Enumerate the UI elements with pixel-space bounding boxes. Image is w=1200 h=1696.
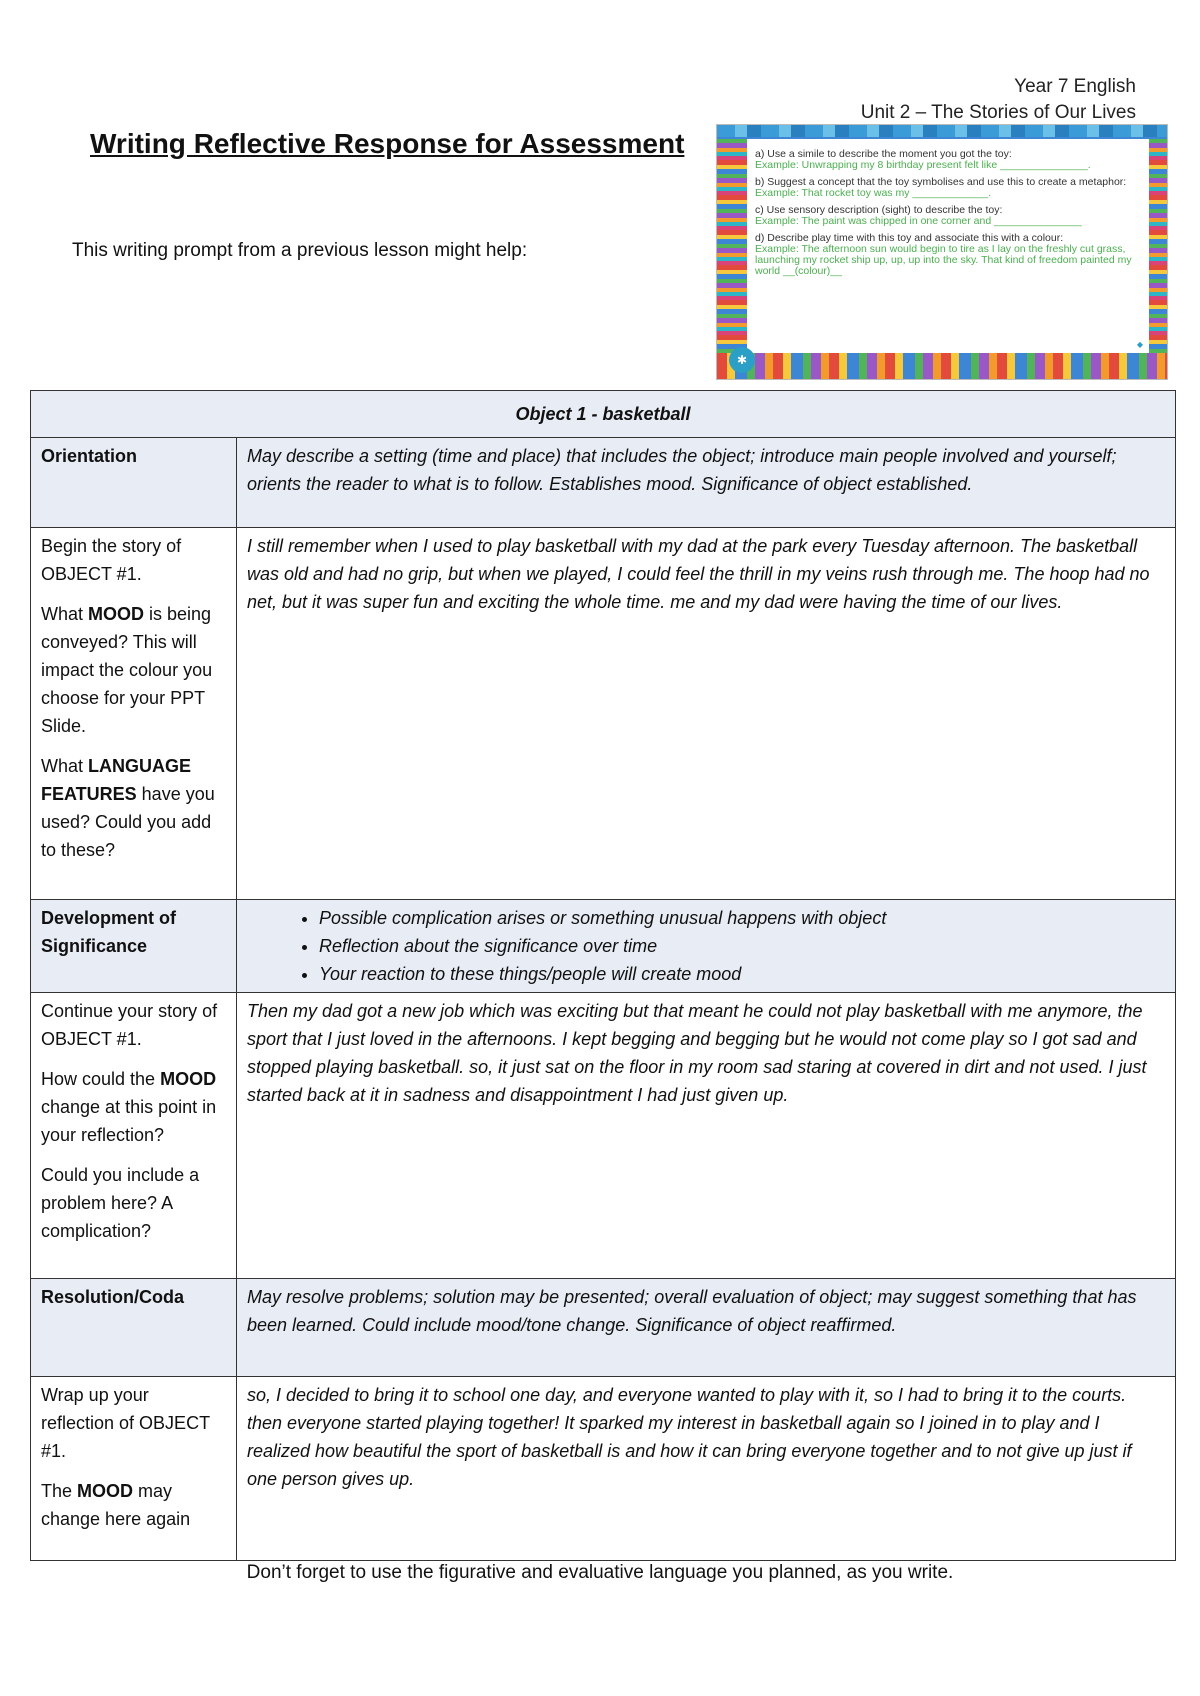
slide-top-band [717, 125, 1167, 137]
development-label: Development of Significance [31, 900, 237, 993]
begin-story-instructions [31, 528, 237, 900]
begin-mood-pre: What [41, 604, 89, 624]
slide-question-d: d) Describe play time with this toy and associate this with a colour: [755, 232, 1064, 244]
wrap-mood-post: may change here again [41, 1481, 191, 1529]
continue-story-instructions [31, 993, 237, 1279]
orientation-label: Orientation [31, 438, 237, 528]
wrap-up-row [31, 1377, 1176, 1561]
begin-mood-keyword: MOOD [88, 604, 145, 624]
slide-example-d: Example: The afternoon sun would begin to tire as I lay on the freshly cut grass, launching my rocket ship up, up, up into the sky. That kind of freedom painted my world __(colour)__ [755, 243, 1132, 277]
slide-bottom-band [717, 353, 1167, 379]
slide-question-a: a) Use a simile to describe the moment you got the toy: [755, 148, 1012, 160]
begin-story-response[interactable]: I still remember when I used to play basketball with my dad at the park every Tuesday afternoon. The basketball was old and had no grip, but when we played, I could feel the thrill in my veins rush through me. The hoop had no net, but it was super fun and exciting the whole time. me and my dad were having the time of our lives. [237, 528, 1176, 900]
orientation-guidance: May describe a setting (time and place) that includes the object; introduce main people involved and yourself; orients the reader to what is to follow. Establishes mood. Significance of object established. [237, 438, 1176, 528]
continue-mood-pre: How could the [41, 1069, 161, 1089]
begin-language-pre: What [41, 756, 89, 776]
continue-story-response[interactable]: Then my dad got a new job which was exciting but that meant he could not play basketball with me anymore, the sport that I just loved in the afternoons. I kept begging and begging but he would not come play so I got sad and stopped playing basketball. so, it just sat on the floor in my room sad staring at covered in dirt and not used. I just started back at it in sadness and disappointment I had just given up. [237, 993, 1176, 1279]
begin-story-row [31, 528, 1176, 900]
footer-reminder: Don’t forget to use the figurative and evaluative language you planned, as you write. [246, 1562, 954, 1583]
reflective-response-table [30, 390, 1176, 1561]
header-info [861, 74, 1136, 126]
begin-instruction-language [41, 752, 226, 864]
development-bullet: • Your reaction to these things/people will create mood [319, 960, 1165, 988]
continue-instruction-problem: Could you include a problem here? A complication? [41, 1165, 200, 1241]
slide-question-c: c) Use sensory description (sight) to describe the toy: [755, 204, 1003, 216]
begin-language-keyword: LANGUAGE FEATURES [41, 756, 192, 804]
resolution-row [31, 1279, 1176, 1377]
continue-mood-keyword: MOOD [160, 1069, 217, 1089]
begin-language-post: have you used? Could you add to these? [41, 784, 215, 860]
year-label: Year 7 English [1014, 76, 1136, 97]
orientation-row [31, 438, 1176, 528]
previous-lesson-slide-thumbnail [716, 124, 1168, 380]
slide-example-a: Example: Unwrapping my 8 birthday present felt like _______________. [755, 159, 1091, 171]
slide-logo-icon: ✱ [729, 347, 755, 373]
continue-instruction-1: Continue your story of OBJECT #1. [41, 1001, 218, 1049]
slide-example-c: Example: The paint was chipped in one corner and _______________ [755, 215, 1082, 227]
continue-story-row [31, 993, 1176, 1279]
begin-instruction-mood [41, 600, 226, 740]
resolution-guidance: May resolve problems; solution may be presented; overall evaluation of object; may suggest something that has been learned. Could include mood/tone change. Significance of object reaffirmed. [237, 1279, 1176, 1377]
development-bullet: • Possible complication arises or something unusual happens with object [319, 904, 1165, 932]
wrap-instruction-1: Wrap up your reflection of OBJECT #1. [41, 1385, 210, 1461]
object-heading: Object 1 - basketball [31, 391, 1176, 438]
development-bullet: • Reflection about the significance over time [319, 932, 1165, 960]
wrap-up-instructions [31, 1377, 237, 1561]
slide-question-b: b) Suggest a concept that the toy symbolises and use this to create a metaphor: [755, 176, 1127, 188]
slide-example-b: Example: That rocket toy was my _____________. [755, 187, 992, 199]
wrap-mood-pre: The [41, 1481, 78, 1501]
begin-mood-post: is being conveyed? This will impact the colour you choose for your PPT Slide. [41, 604, 213, 736]
slide-logo-small: ◆ [1136, 340, 1143, 349]
continue-instruction-mood [41, 1065, 226, 1149]
object-heading-row [31, 391, 1176, 438]
unit-label: Unit 2 – The Stories of Our Lives [860, 102, 1136, 123]
continue-mood-post: change at this point in your reflection? [41, 1097, 217, 1145]
wrap-instruction-mood [41, 1477, 226, 1533]
wrap-up-response[interactable]: so, I decided to bring it to school one day, and everyone wanted to play with it, so I had to bring it to the courts. then everyone started playing together! It sparked my interest in basketball again so I joined in to play and I realized how beautiful the sport of basketball is and how it can bring everyone together and to not give up just if one person gives up. [237, 1377, 1176, 1561]
resolution-label: Resolution/Coda [31, 1279, 237, 1377]
wrap-mood-keyword: MOOD [77, 1481, 134, 1501]
development-bullet-list [247, 904, 1165, 988]
prompt-note: This writing prompt from a previous lesson might help: [72, 240, 528, 261]
page-title: Writing Reflective Response for Assessment [90, 128, 685, 159]
begin-instruction-1: Begin the story of OBJECT #1. [41, 536, 182, 584]
development-guidance [237, 900, 1176, 993]
slide-panel [747, 139, 1149, 353]
development-row [31, 900, 1176, 993]
